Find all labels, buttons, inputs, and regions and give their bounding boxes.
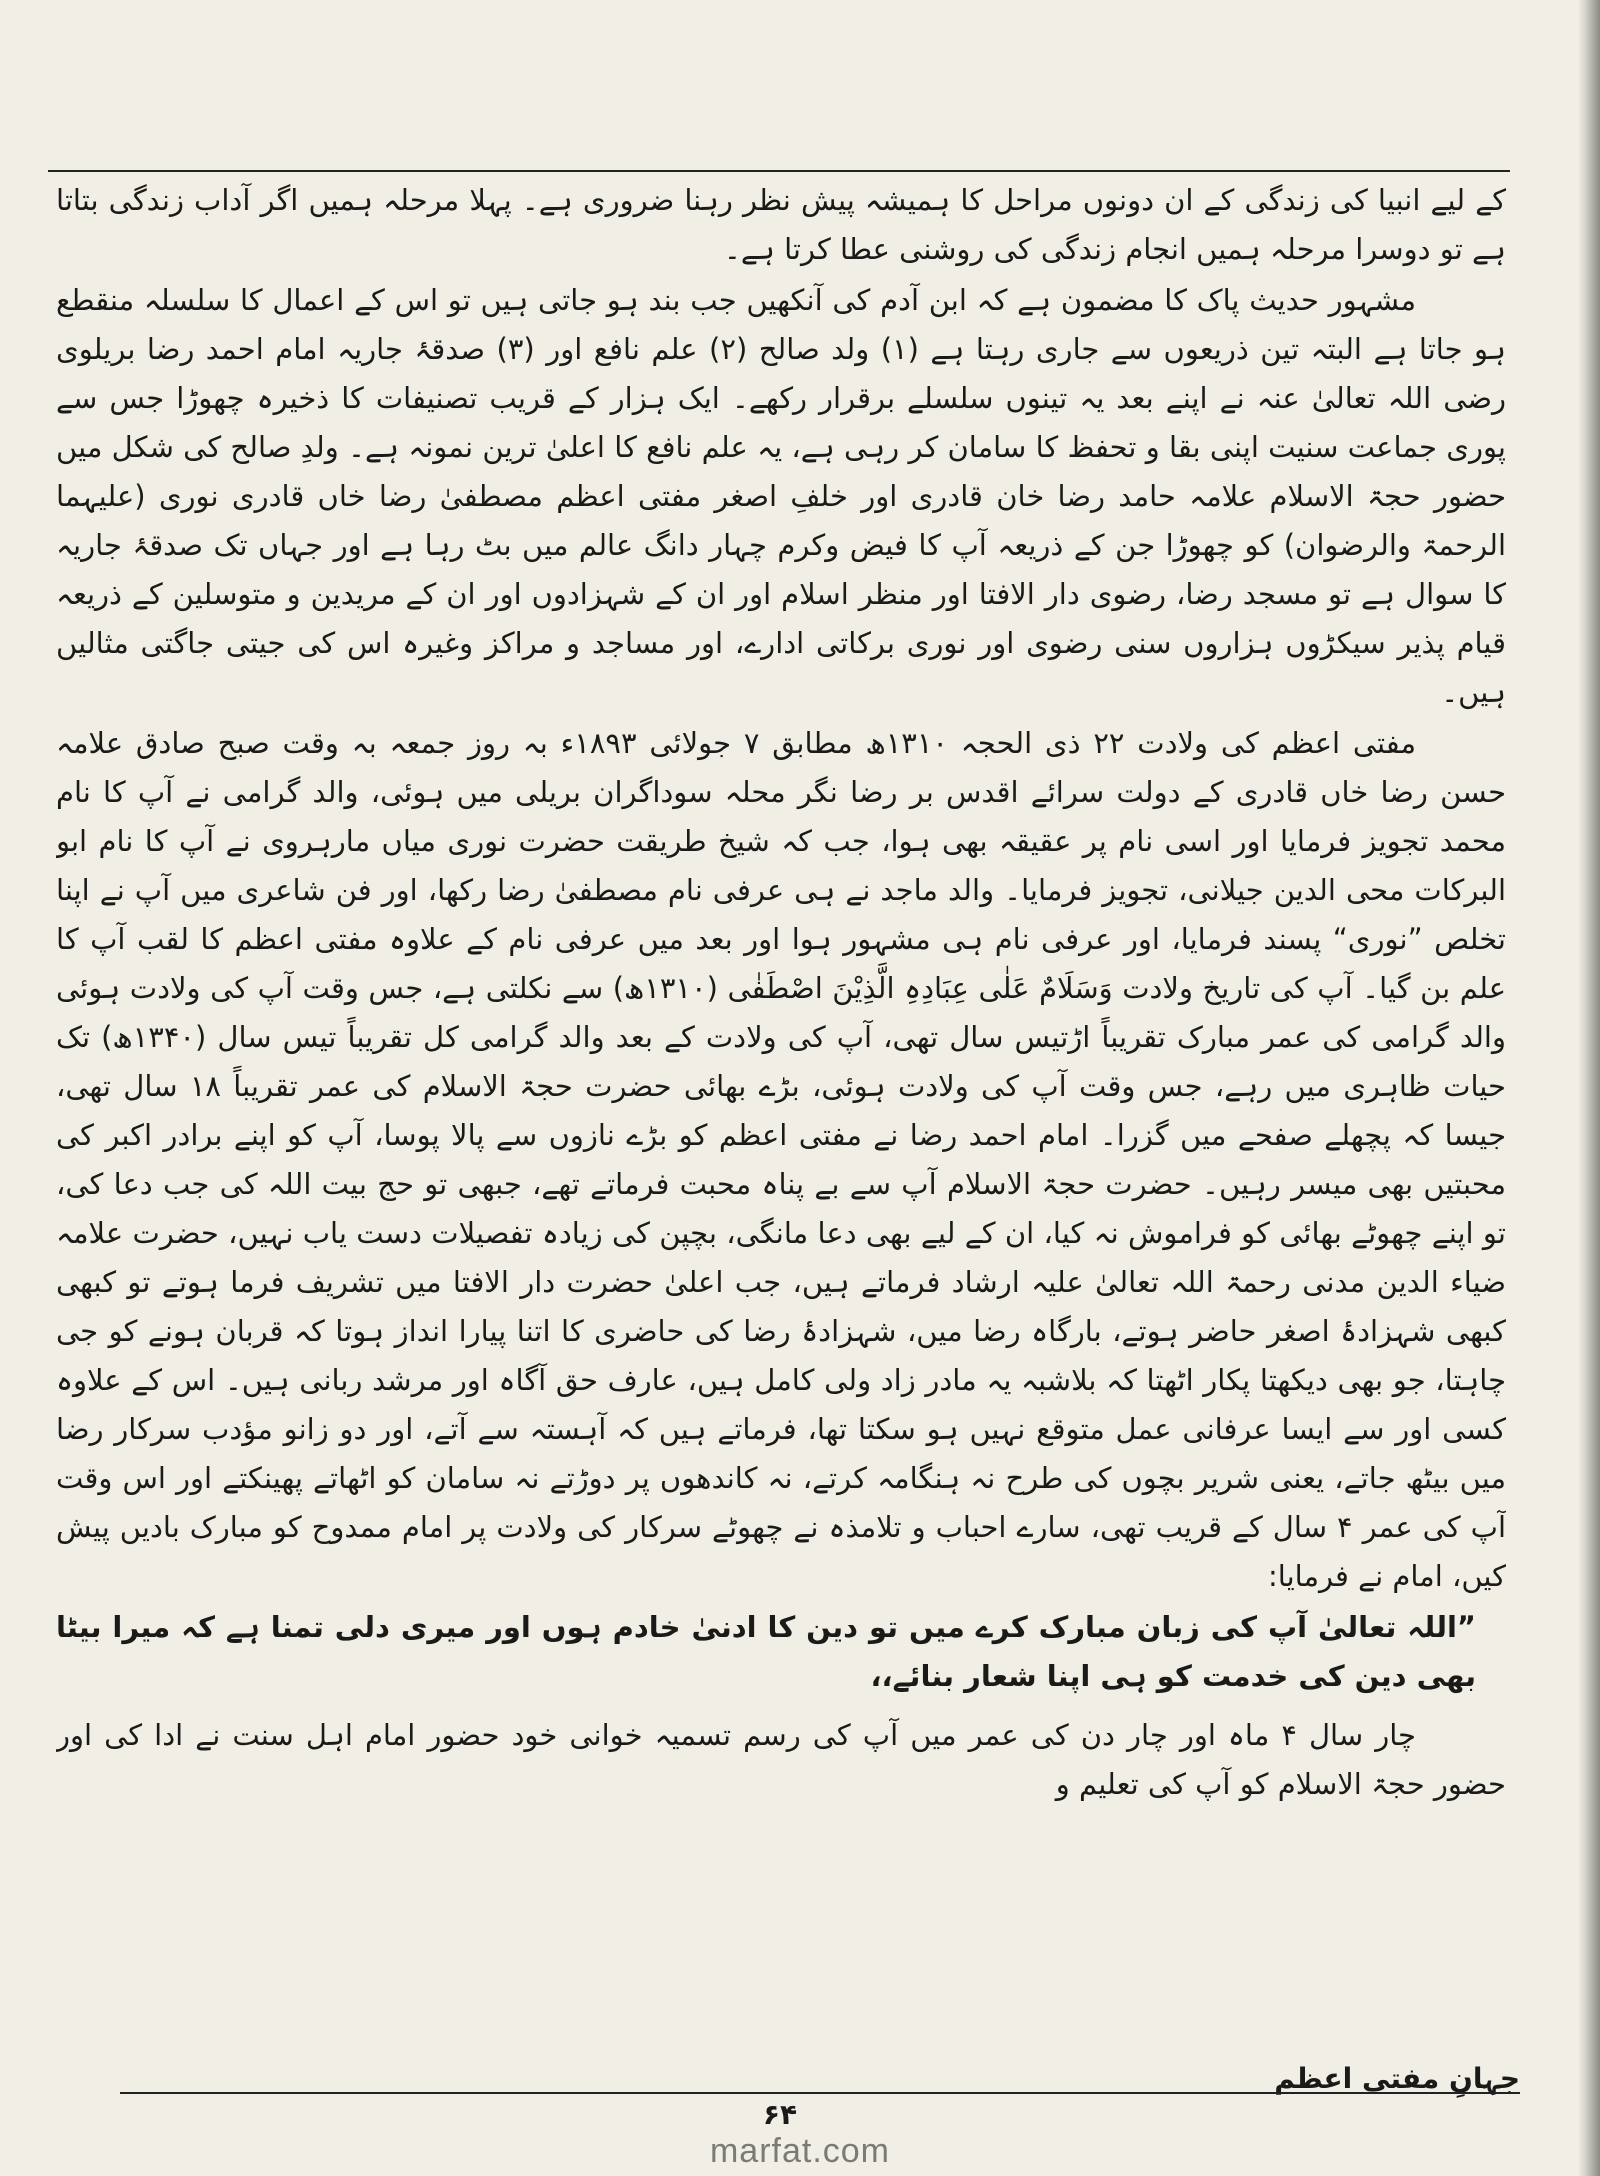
paragraph-bismillah-ceremony: چار سال ۴ ماہ اور چار دن کی عمر میں آپ کی رسم تسمیہ خوانی خود حضور امام اہل سنت نے ادا کی اور حضور حجۃ الاسلام کو آپ کی تعلیم و <box>56 1718 1506 1801</box>
paragraph-birth: مفتی اعظم کی ولادت ۲۲ ذی الحجہ ۱۳۱۰ھ مطابق ۷ جولائی ۱۸۹۳ء بہ روز جمعہ بہ وقت صبح صادق علامہ حسن رضا خاں قادری کے دولت سرائے اقدس بر رضا نگر محلہ سوداگران بریلی میں ہوئی، والد گرامی نے آپ کا نام محمد تجویز فرمایا اور اسی نام پر عقیقہ بھی ہوا، جب کہ شیخ طریقت حضرت نوری میاں مارہروی نے آپ کا نام ابو البرکات محی الدین جیلانی، تجویز فرمایا۔ والد ماجد نے ہی عرفی نام مصطفیٰ رضا رکھا، اور فن شاعری میں آپ نے اپنا تخلص ”نوری“ پسند فرمایا، اور عرفی نام ہی مشہور ہوا اور بعد میں عرفی نام کے علاوہ مفتی اعظم کا لقب آپ کا علم بن گیا۔ آپ کی تاریخ ولادت وَسَلَامٌ عَلٰی عِبَادِہِ الَّذِیْنَ اصْطَفٰی (۱۳۱۰ھ) سے نکلتی ہے، جس وقت آپ کی ولادت ہوئی والد گرامی کی عمر مبارک تقریباً اڑتیس سال تھی، آپ کی ولادت کے بعد والد گرامی کل تقریباً تیس سال (۱۳۴۰ھ) تک حیات ظاہری میں رہے، جس وقت آپ کی ولادت ہوئی، بڑے بھائی حضرت حجۃ الاسلام کی عمر تقریباً ۱۸ سال تھی، جیسا کہ پچھلے صفحے میں گزرا۔ امام احمد رضا نے مفتی اعظم کو بڑے نازوں سے پالا پوسا، آپ کو اپنے برادر اکبر کی محبتیں بھی میسر رہیں۔ حضرت حجۃ الاسلام آپ سے بے پناہ محبت فرماتے تھے، جبھی تو حج بیت اللہ کی جب دعا کی، تو اپنے چھوٹے بھائی کو فراموش نہ کیا، ان کے لیے بھی دعا مانگی، بچپن کی زیادہ تفصیلات دست یاب نہیں، حضرت علامہ ضیاء الدین مدنی رحمۃ اللہ تعالیٰ علیہ ارشاد فرماتے ہیں، جب اعلیٰ حضرت دار الافتا میں تشریف فرما ہوتے تو کبھی کبھی شہزادۂ اصغر حاضر ہوتے، بارگاہ رضا میں، شہزادۂ رضا کی حاضری کا اتنا پیارا انداز ہوتا کہ قربان ہونے کو جی چاہتا، جو بھی دیکھتا پکار اٹھتا کہ بلاشبہ یہ مادر زاد ولی کامل ہیں، عارف حق آگاہ اور مرشد ربانی ہیں۔ اس کے علاوہ کسی اور سے ایسا عرفانی عمل متوقع نہیں ہو سکتا تھا، فرماتے ہیں کہ آہستہ سے آتے، اور دو زانو مؤدب سرکار رضا میں بیٹھ جاتے، یعنی شریر بچوں کی طرح نہ ہنگامہ کرتے، نہ کاندھوں پر دوڑتے نہ سامان کو اٹھاتے پھینکتے اور اس وقت آپ کی عمر ۴ سال کے قریب تھی، سارے احباب و تلامذہ نے چھوٹے سرکار کی ولادت پر امام ممدوح کو مبارک بادیں پیش کیں، امام نے فرمایا: <box>56 726 1506 1593</box>
body-text <box>56 176 1506 1996</box>
page-number: ۶۴ <box>762 2098 798 2131</box>
page-edge-shadow <box>1578 0 1600 2176</box>
paragraph-quote: ”اللہ تعالیٰ آپ کی زبان مبارک کرے میں تو دین کا ادنیٰ خادم ہوں اور میری دلی تمنا ہے کہ میرا بیٹا بھی دین کی خدمت کو ہی اپنا شعار بنائے،، <box>56 1610 1476 1693</box>
top-rule <box>48 170 1510 172</box>
bottom-rule <box>120 2092 1520 2094</box>
watermark: marfat.com <box>709 2132 891 2170</box>
paragraph-intro-continuation: کے لیے انبیا کی زندگی کے ان دونوں مراحل کا ہمیشہ پیش نظر رہنا ضروری ہے۔ پہلا مرحلہ ہمیں اگر آداب زندگی بتاتا ہے تو دوسرا مرحلہ ہمیں انجام زندگی کی روشنی عطا کرتا ہے۔ <box>56 183 1506 266</box>
paragraph-hadith: مشہور حدیث پاک کا مضمون ہے کہ ابن آدم کی آنکھیں جب بند ہو جاتی ہیں تو اس کے اعمال کا سلسلہ منقطع ہو جاتا ہے البتہ تین ذریعوں سے جاری رہتا ہے (۱) ولد صالح (۲) علم نافع اور (۳) صدقۂ جاریہ امام احمد رضا بریلوی رضی اللہ تعالیٰ عنہ نے اپنے بعد یہ تینوں سلسلے برقرار رکھے۔ ایک ہزار کے قریب تصنیفات کا ذخیرہ چھوڑا جس سے پوری جماعت سنیت اپنی بقا و تحفظ کا سامان کر رہی ہے، یہ علم نافع کا اعلیٰ ترین نمونہ ہے۔ ولدِ صالح کی شکل میں حضور حجۃ الاسلام علامہ حامد رضا خان قادری اور خلفِ اصغر مفتی اعظم مصطفیٰ رضا خاں قادری نوری (علیہما الرحمۃ والرضوان) کو چھوڑا جن کے ذریعہ آپ کا فیض وکرم چہار دانگ عالم میں بٹ رہا ہے اور جہاں تک صدقۂ جاریہ کا سوال ہے تو مسجد رضا، رضوی دار الافتا اور منظر اسلام اور ان کے شہزادوں اور ان کے مریدین و متوسلین کے ذریعہ قیام پذیر سیکڑوں ہزاروں سنی رضوی اور نوری برکاتی ادارے، اور مساجد و مراکز وغیرہ اس کی جیتی جاگتی مثالیں ہیں۔ <box>56 283 1506 709</box>
running-footer-book-title: جہانِ مفتی اعظم <box>1274 2062 1520 2095</box>
